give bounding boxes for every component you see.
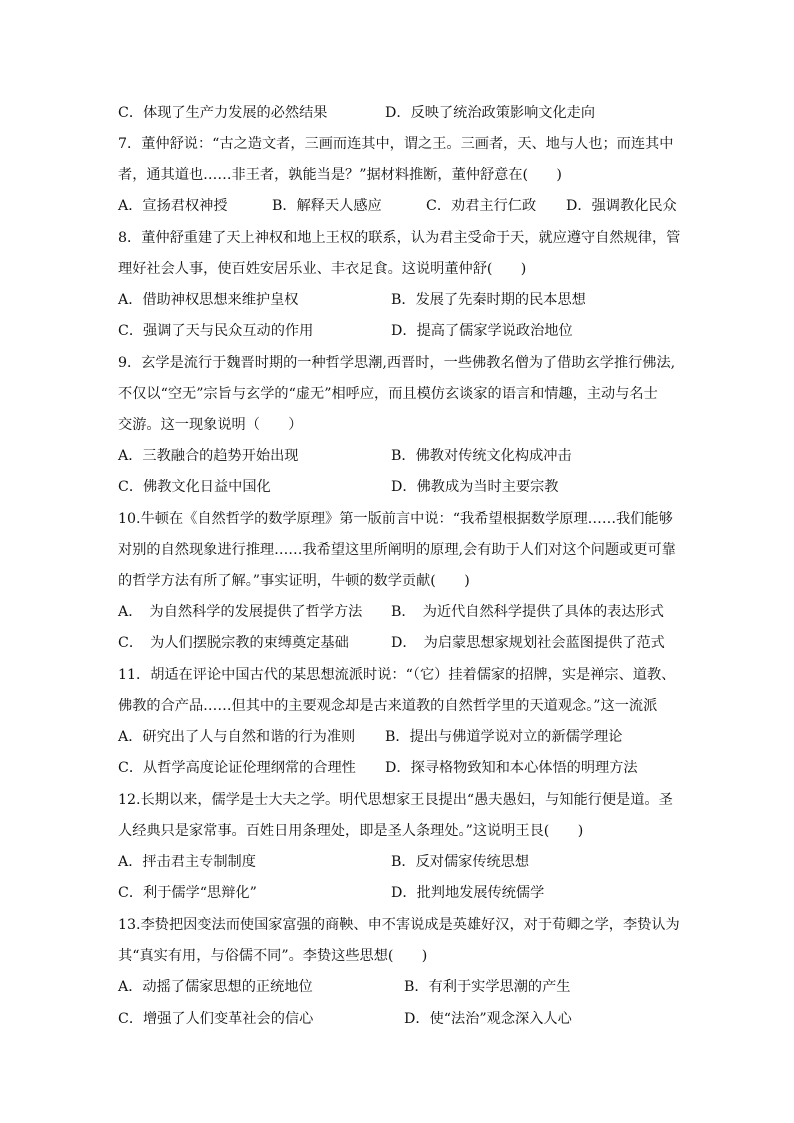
q10-option-d: D． 为启蒙思想家规划社会蓝图提供了范式 — [391, 635, 665, 651]
q7-option-b: B．解释天人感应 — [272, 198, 382, 214]
q8-option-d: D．提高了儒家学说政治地位 — [391, 323, 573, 339]
q8-option-b: B．发展了先秦时期的民本思想 — [391, 292, 586, 308]
q10-option-c: C． 为人们摆脱宗教的束缚奠定基础 — [118, 635, 349, 651]
q13-option-d: D．使“法治”观念深入人心 — [404, 1011, 572, 1027]
q13-option-a: A．动摇了儒家思想的正统地位 — [118, 979, 313, 995]
q6-option-c: C．体现了生产力发展的必然结果 — [118, 105, 328, 121]
q6-option-d: D．反映了统治政策影响文化走向 — [385, 105, 596, 121]
q7-option-c: C．劝君主行仁政 — [426, 198, 537, 214]
q11-stem-line1: 11．胡适在评论中国古代的某思想流派时说：“（它）挂着儒家的招牌，实是禅宗、道教、 — [118, 667, 676, 683]
q12-option-d: D．批判地发展传统儒学 — [391, 885, 545, 901]
q9-option-d: D．佛教成为当时主要宗教 — [391, 479, 559, 495]
q7-stem-line1: 7．董仲舒说：“古之造文者，三画而连其中，谓之王。三画者，天、地与人也；而连其中 — [118, 136, 674, 152]
q13-option-c: C．增强了人们变革社会的信心 — [118, 1011, 314, 1027]
q9-stem-line1: 9．玄学是流行于魏晋时期的一种哲学思潮,西晋时，一些佛教名僧为了借助玄学推行佛法, — [118, 355, 676, 371]
q12-option-c: C．利于儒学“思辩化” — [118, 885, 257, 901]
q9-stem-line2: 不仅以“空无”宗旨与玄学的“虚无”相呼应，而且模仿玄谈家的语言和情趣，主动与名士 — [118, 386, 658, 402]
q8-option-a: A．借助神权思想来维护皇权 — [118, 292, 299, 308]
q9-option-b: B．佛教对传统文化构成冲击 — [391, 448, 572, 464]
q9-option-a: A．三教融合的趋势开始出现 — [118, 448, 299, 464]
q10-option-b: B． 为近代自然科学提供了具体的表达形式 — [391, 604, 664, 620]
q11-option-b: B．提出与佛道学说对立的新儒学理论 — [385, 729, 623, 745]
q7-stem-line2: 者，通其道也……非王者，孰能当是？”据材料推断，董仲舒意在( ) — [118, 167, 562, 183]
q10-stem-line2: 对别的自然现象进行推理……我希望这里所阐明的原理,会有助于人们对这个问题或更可靠 — [118, 542, 676, 558]
q9-option-c: C．佛教文化日益中国化 — [118, 479, 271, 495]
q7-option-d: D．强调教化民众 — [566, 198, 677, 214]
q9-stem-line3: 交游。这一现象说明（ ） — [118, 417, 303, 433]
q12-stem-line2: 人经典只是家常事。百姓日用条理处，即是圣人条理处。”这说明王艮( ) — [118, 823, 584, 839]
q13-stem-line1: 13.李贽把因变法而使国家富强的商鞅、申不害说成是英雄好汉，对于荀卿之学，李贽认为 — [118, 917, 680, 933]
q11-stem-line2: 佛教的合产品……但其中的主要观念却是古来道教的自然哲学里的天道观念。”这一流派 — [118, 698, 658, 714]
q11-option-a: A．研究出了人与自然和谐的行为准则 — [118, 729, 356, 745]
q10-stem-line1: 10.牛顿在《自然哲学的数学原理》第一版前言中说：“我希望根据数学原理……我们能够 — [118, 511, 673, 527]
q12-option-a: A．抨击君主专制制度 — [118, 854, 256, 870]
q8-option-c: C．强调了天与民众互动的作用 — [118, 323, 314, 339]
q13-stem-line2: 其“真实有用，与俗儒不同”。李贽这些思想( ) — [118, 948, 428, 964]
q11-option-d: D．探寻格物致知和本心体悟的明理方法 — [385, 760, 638, 776]
q10-stem-line3: 的哲学方法有所了解。”事实证明，牛顿的数学贡献( ) — [118, 573, 470, 589]
q12-option-b: B．反对儒家传统思想 — [391, 854, 530, 870]
q7-option-a: A．宣扬君权神授 — [118, 198, 228, 214]
q13-option-b: B．有利于实学思潮的产生 — [404, 979, 571, 995]
q8-stem-line2: 理好社会人事，使百姓安居乐业、丰衣足食。这说明董仲舒( ) — [118, 261, 527, 277]
q11-option-c: C．从哲学高度论证伦理纲常的合理性 — [118, 760, 356, 776]
q12-stem-line1: 12.长期以来，儒学是士大夫之学。明代思想家王艮提出“愚夫愚妇，与知能行便是道。圣 — [118, 792, 673, 808]
q10-option-a: A． 为自然科学的发展提供了哲学方法 — [118, 604, 363, 620]
q8-stem-line1: 8．董仲舒重建了天上神权和地上王权的联系，认为君主受命于天，就应遵守自然规律，管 — [118, 230, 681, 246]
